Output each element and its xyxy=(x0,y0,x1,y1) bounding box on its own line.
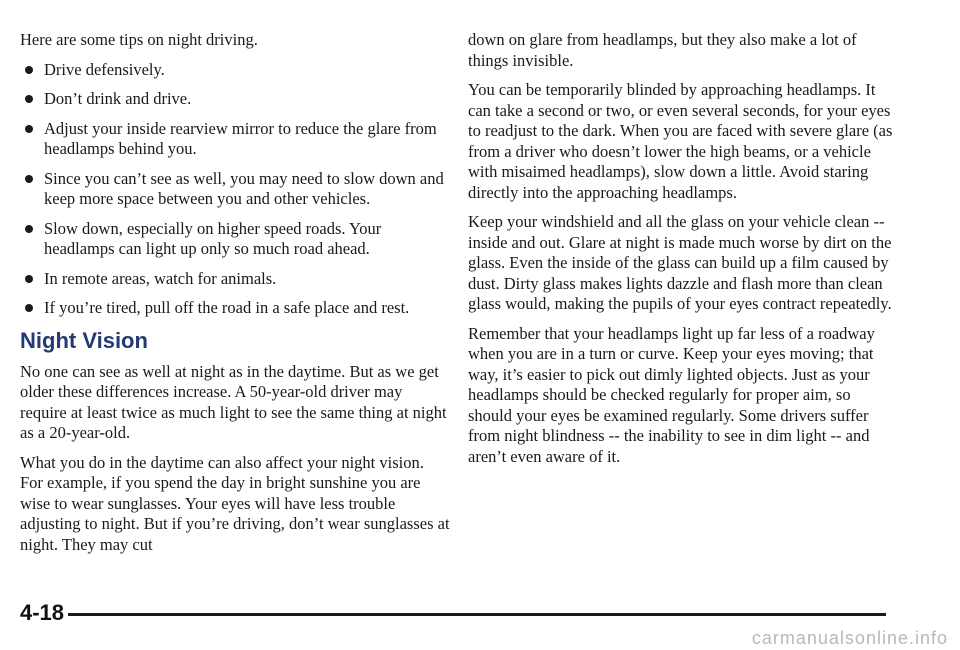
page-footer xyxy=(0,600,960,630)
tip-text: Don’t drink and drive. xyxy=(44,89,192,108)
tip-text: In remote areas, watch for animals. xyxy=(44,268,277,288)
list-item xyxy=(20,89,450,110)
body-paragraph: down on glare from headlamps, but they also make a lot of things invisible. xyxy=(468,30,857,70)
list-item xyxy=(20,169,450,210)
tip-text: Adjust your inside rearview mirror to reduce the glare from headlamps behind you. xyxy=(44,118,437,158)
body-paragraph: No one can see as well at night as in the daytime. But as we get older these differences increase. A 50-year-old driver may require at least twice as much light to see the same thing at night as a 20-year-old. xyxy=(20,361,447,442)
right-column xyxy=(468,30,893,476)
tip-text: Drive defensively. xyxy=(44,59,165,79)
tip-text: Since you can’t see as well, you may need to slow down and keep more space between you and other vehicles. xyxy=(44,168,444,208)
bullet-icon xyxy=(25,95,33,103)
list-item xyxy=(20,298,450,319)
night-driving-tips-list xyxy=(20,60,450,319)
bullet-icon xyxy=(25,304,33,312)
tip-text: Slow down, especially on higher speed roads. Your headlamps can light up only so much road ahead. xyxy=(44,218,382,258)
tip-text: If you’re tired, pull off the road in a safe place and rest. xyxy=(44,298,410,317)
left-column xyxy=(20,30,450,564)
bullet-icon xyxy=(25,275,33,283)
body-paragraph: Keep your windshield and all the glass on your vehicle clean -- inside and out. Glare at night is made much worse by dirt on the glass. Even the inside of the glass can build up a film caused by dust. Dirty glass makes lights dazzle and flash more than clean glass would, making the pupils of your eyes contract repeatedly. xyxy=(468,212,892,313)
footer-divider xyxy=(68,613,886,616)
intro-text: Here are some tips on night driving. xyxy=(20,30,258,49)
body-paragraph: You can be temporarily blinded by approaching headlamps. It can take a second or two, or even several seconds, for your eyes to readjust to the dark. When you are faced with severe glare (as from a driver who doesn’t lower the high beams, or a vehicle with misaimed headlamps), slow down a little. Avoid staring directly into the approaching headlamps. xyxy=(468,80,893,202)
list-item xyxy=(20,219,450,260)
page-number: 4-18 xyxy=(20,600,65,625)
section-heading: Night Vision xyxy=(20,327,148,353)
bullet-icon xyxy=(25,66,33,74)
list-item xyxy=(20,60,450,81)
bullet-icon xyxy=(25,225,33,233)
list-item xyxy=(20,119,450,160)
bullet-icon xyxy=(25,175,33,183)
bullet-icon xyxy=(25,125,33,133)
watermark-text: carmanualsonline.info xyxy=(751,628,948,648)
body-paragraph: Remember that your headlamps light up far less of a roadway when you are in a turn or curve. Keep your eyes moving; that way, it’s easier to pick out dimly lighted objects. Just as your headlamps should be checked regularly for proper aim, so should your eyes be examined regularly. Some drivers suffer from night blindness -- the inability to see in dim light -- and aren’t even aware of it. xyxy=(468,323,875,466)
body-paragraph: What you do in the daytime can also affect your night vision. For example, if you spend the day in bright sunshine you are wise to wear sunglasses. Your eyes will have less trouble adjusting to night. But if you’re driving, don’t wear sunglasses at night. They may cut xyxy=(20,452,450,554)
list-item xyxy=(20,269,450,290)
